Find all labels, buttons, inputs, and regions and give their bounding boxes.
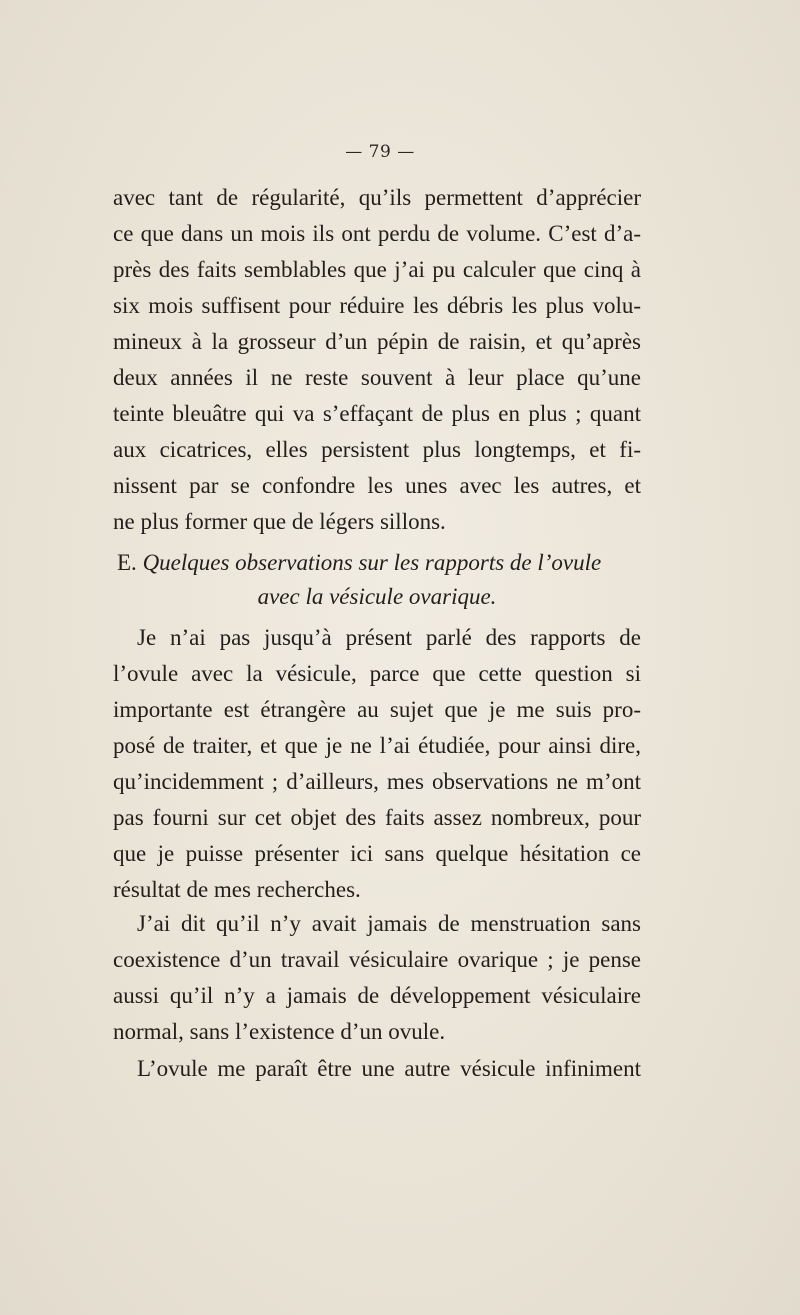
text-line: aux cicatrices, elles persistent plus longtemps, et fi- xyxy=(113,437,641,462)
text-line: posé de traiter, et que je ne l’ai étudiée, pour ainsi dire, xyxy=(113,733,641,758)
text-line: pas fourni sur cet objet des faits assez nombreux, pour xyxy=(113,805,641,830)
text-line: que je puisse présenter ici sans quelque hésitation ce xyxy=(113,841,641,866)
text-line: teinte bleuâtre qui va s’effaçant de plus en plus ; quant xyxy=(113,401,641,426)
text-line: avec tant de régularité, qu’ils permettent d’apprécier xyxy=(113,185,641,210)
text-line: importante est étrangère au sujet que je me suis pro- xyxy=(113,697,641,722)
text-line: coexistence d’un travail vésiculaire ovarique ; je pense xyxy=(113,947,641,972)
page-number: — 79 — xyxy=(345,142,415,162)
text-line: deux années il ne reste souvent à leur place qu’une xyxy=(113,365,641,390)
paragraph-4 xyxy=(113,1051,641,1087)
paragraph-2 xyxy=(113,620,641,908)
text-line: normal, sans l’existence d’un ovule. xyxy=(113,1019,446,1044)
text-line: six mois suffisent pour réduire les débris les plus volu- xyxy=(113,293,641,318)
section-heading xyxy=(113,546,641,614)
text-line: mineux à la grosseur d’un pépin de raisin, et qu’après xyxy=(113,329,641,354)
text-line: l’ovule avec la vésicule, parce que cette question si xyxy=(113,661,641,686)
text-line: L’ovule me paraît être une autre vésicule infiniment xyxy=(137,1056,641,1081)
text-line: ne plus former que de légers sillons. xyxy=(113,509,446,534)
paragraph-1 xyxy=(113,180,641,540)
text-line: qu’incidemment ; d’ailleurs, mes observations ne m’ont xyxy=(113,769,641,794)
text-line: ce que dans un mois ils ont perdu de volume. C’est d’a- xyxy=(113,221,641,246)
section-title-line-2: avec la vésicule ovarique. xyxy=(257,584,497,609)
text-line: J’ai dit qu’il n’y avait jamais de menstruation sans xyxy=(137,911,641,936)
section-title-line-1: Quelques observations sur les rapports de l’ovule xyxy=(142,550,602,575)
paragraph-3 xyxy=(113,906,641,1050)
text-line: résultat de mes recherches. xyxy=(113,877,361,902)
text-line: près des faits semblables que j’ai pu calculer que cinq à xyxy=(113,257,641,282)
section-letter: E. xyxy=(117,550,137,575)
text-line: Je n’ai pas jusqu’à présent parlé des rapports de xyxy=(137,625,641,650)
text-line: aussi qu’il n’y a jamais de développement vésiculaire xyxy=(113,983,641,1008)
text-line: nissent par se confondre les unes avec les autres, et xyxy=(113,473,641,498)
